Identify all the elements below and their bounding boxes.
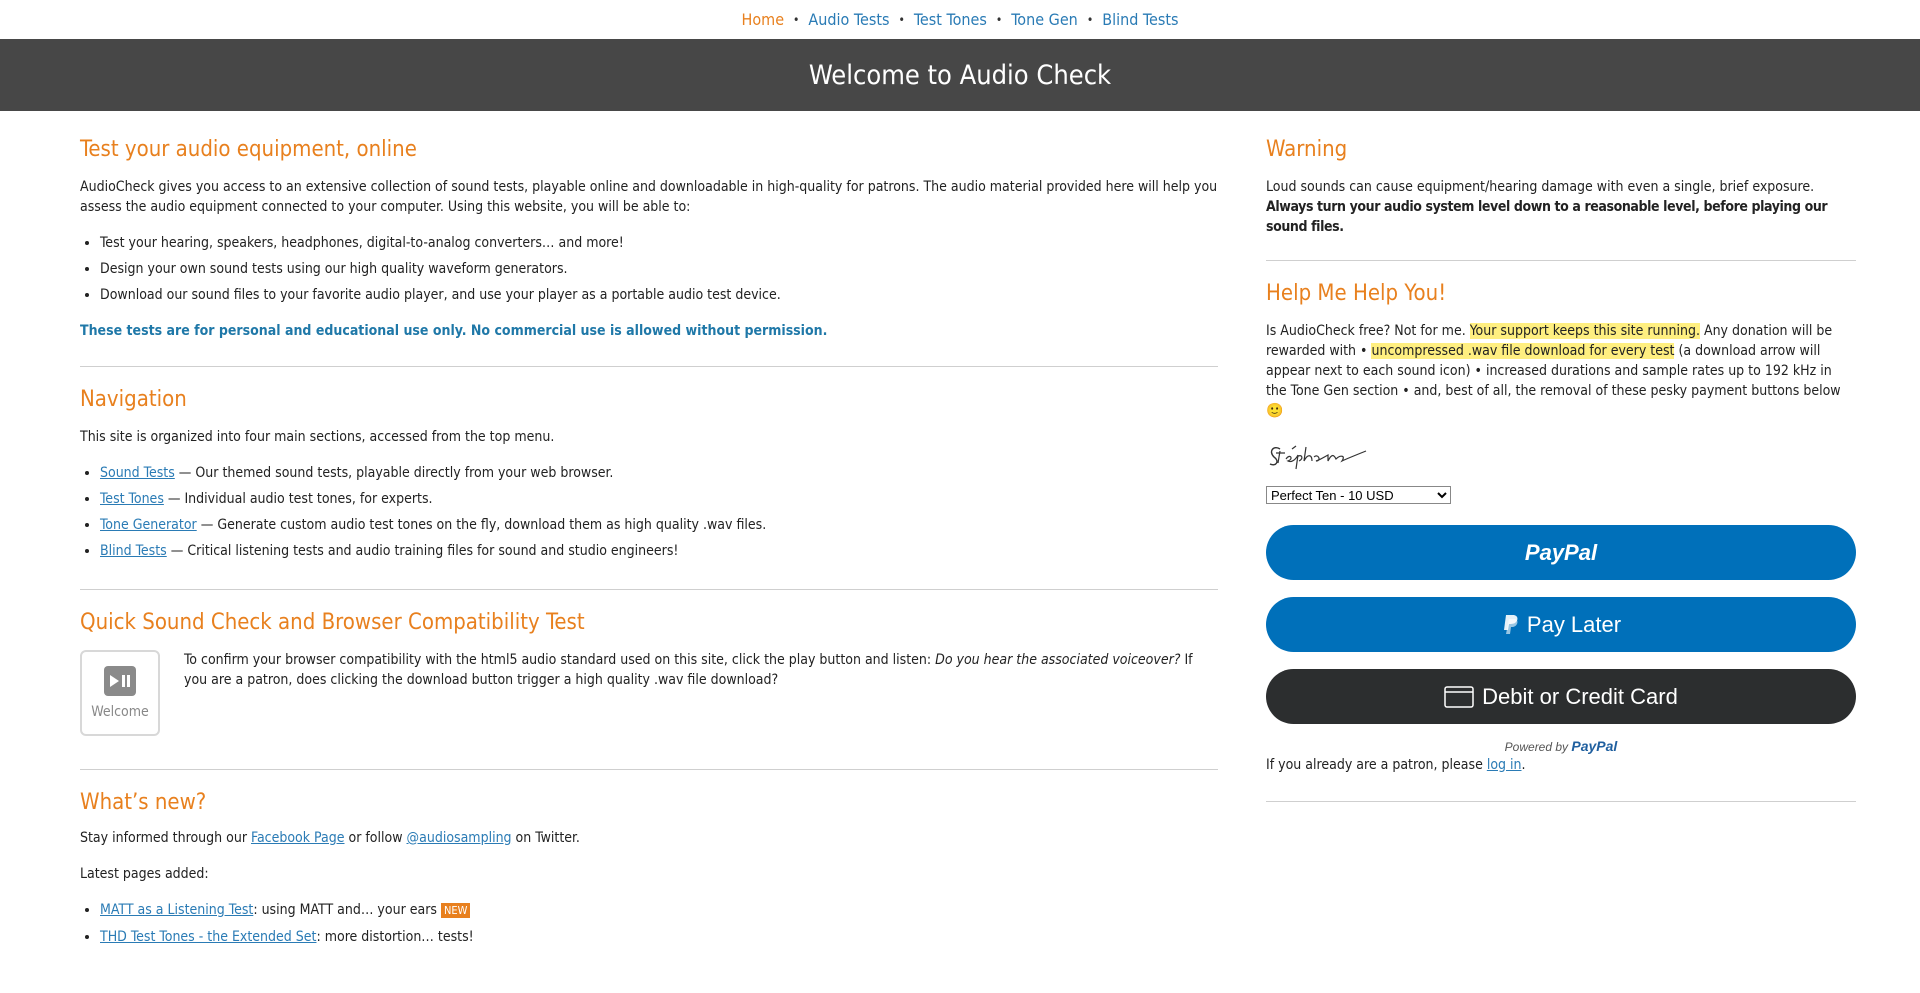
usage-notice: These tests are for personal and educational use only. No commercial use is allowed without permission. — [80, 323, 828, 339]
nav-tone-gen[interactable]: Tone Gen — [1011, 10, 1078, 29]
list-item: • Test your hearing, speakers, headphones, digital-to-analog converters… and more! — [100, 230, 1218, 256]
quick-check-row — [80, 650, 1218, 736]
quick-check-text-end: If you are a patron, does clicking the download button trigger a high quality .wav file download? — [184, 652, 1193, 688]
quick-check-heading: Quick Sound Check and Browser Compatibility Test — [80, 610, 585, 635]
help-text-part: Any donation will be rewarded with • — [1266, 323, 1833, 359]
matt-link[interactable]: MATT as a Listening Test — [100, 902, 254, 918]
content-area — [0, 111, 1920, 950]
help-text-part: (a download arrow will appear next to each sound icon) • increased durations and sample rates up to 192 kHz in the Tone Gen section • and, best of all, the removal of these pesky payment buttons below 🙂 — [1266, 343, 1841, 419]
stay-text: Stay informed through our — [80, 830, 251, 846]
list-item-desc: : more distortion… tests! — [316, 929, 474, 945]
thd-link[interactable]: THD Test Tones - the Extended Set — [100, 929, 317, 945]
stay-text: or follow — [344, 830, 407, 846]
highlighted-text: uncompressed .wav file download for every test — [1371, 343, 1675, 359]
quick-check-section — [80, 590, 1218, 736]
list-item-desc: — Our themed sound tests, playable directly from your web browser. — [174, 465, 614, 481]
list-item-desc: — Critical listening tests and audio training files for sound and studio engineers! — [166, 543, 679, 559]
blind-tests-link[interactable]: Blind Tests — [100, 543, 167, 559]
powered-by-label: Powered by — [1504, 740, 1569, 754]
list-item — [100, 924, 1218, 950]
nav-separator: • — [995, 12, 1003, 27]
list-item-desc: — Generate custom audio test tones on the fly, download them as high quality .wav files. — [196, 517, 767, 533]
list-item-desc: : using MATT and… your ears — [253, 902, 441, 918]
nav-separator: • — [1086, 12, 1094, 27]
warning-text — [1266, 177, 1856, 237]
pay-later-label: Pay Later — [1526, 611, 1622, 637]
intro-list — [80, 230, 1218, 308]
login-link[interactable]: log in — [1486, 757, 1522, 773]
list-item: • Download our sound files to your favorite audio player, and use your player as a portable audio test device. — [100, 282, 1218, 308]
twitter-link[interactable]: @audiosampling — [406, 830, 512, 846]
list-item — [100, 460, 1218, 486]
navigation-section — [80, 367, 1218, 564]
navigation-list — [80, 460, 1218, 564]
nav-test-tones[interactable]: Test Tones — [913, 10, 987, 29]
intro-section — [80, 111, 1218, 341]
sidebar — [1266, 111, 1856, 950]
signature-image — [1266, 437, 1376, 475]
login-text: . — [1521, 757, 1526, 773]
nav-home[interactable]: Home — [741, 10, 785, 29]
divider — [1266, 801, 1856, 802]
highlighted-text: Your support keeps this site running. — [1469, 323, 1700, 339]
pay-later-button[interactable] — [1266, 597, 1856, 652]
donation-amount-select[interactable] — [1266, 486, 1451, 504]
latest-pages-label: Latest pages added: — [80, 866, 209, 882]
facebook-link[interactable]: Facebook Page — [251, 830, 345, 846]
patron-login-text — [1266, 755, 1856, 775]
signature — [1266, 437, 1856, 475]
tone-generator-link[interactable]: Tone Generator — [100, 517, 197, 533]
nav-separator: • — [793, 12, 800, 27]
main-column — [80, 111, 1218, 950]
nav-audio-tests[interactable]: Audio Tests — [808, 10, 890, 29]
quick-check-text — [184, 650, 1218, 736]
list-item — [100, 897, 1218, 924]
warning-heading: Warning — [1266, 137, 1348, 162]
login-text: If you already are a patron, please — [1266, 757, 1487, 773]
page-banner — [0, 39, 1920, 111]
card-label: Debit or Credit Card — [1482, 683, 1678, 709]
paypal-button[interactable] — [1266, 525, 1856, 580]
warning-emphasis: Always turn your audio system level down to a reasonable level, before playing our sound files. — [1266, 199, 1828, 235]
quick-check-question: Do you hear the associated voiceover? — [935, 652, 1181, 668]
signature-text: Stéphane — [1266, 437, 1271, 438]
stay-informed-text — [80, 828, 1218, 848]
powered-by-paypal — [1266, 738, 1856, 754]
debit-credit-card-button[interactable] — [1266, 669, 1856, 724]
test-tones-link[interactable]: Test Tones — [100, 491, 164, 507]
paypal-logo: PayPal — [1524, 539, 1598, 565]
intro-heading: Test your audio equipment, online — [80, 137, 417, 162]
quick-check-text-start: To confirm your browser compatibility with the html5 audio standard used on this site, click the play button and listen: — [184, 652, 936, 668]
whats-new-heading: What’s new? — [80, 790, 207, 815]
nav-blind-tests[interactable]: Blind Tests — [1102, 10, 1179, 29]
page-title: Welcome to Audio Check — [808, 59, 1112, 91]
help-text — [1266, 321, 1856, 421]
intro-paragraph: AudioCheck gives you access to an extensive collection of sound tests, playable online and downloadable in high-quality for patrons. The audio material provided here will help you assess the audio equipment connected to your computer. Using this website, you will be able to: — [80, 179, 1218, 215]
credit-card-icon — [1444, 686, 1474, 708]
nav-separator: • — [898, 12, 905, 27]
player-label: Welcome — [91, 704, 149, 720]
top-nav — [0, 0, 1920, 39]
list-item: • Design your own sound tests using our high quality waveform generators. — [100, 256, 1218, 282]
navigation-paragraph: This site is organized into four main sections, accessed from the top menu. — [80, 429, 555, 445]
help-section — [1266, 261, 1856, 775]
sound-tests-link[interactable]: Sound Tests — [100, 465, 175, 481]
play-pause-icon — [104, 666, 136, 696]
help-heading: Help Me Help You! — [1266, 281, 1447, 306]
warning-section — [1266, 111, 1856, 237]
paypal-p-icon — [1501, 614, 1519, 636]
new-badge: NEW — [441, 903, 470, 918]
list-item — [100, 538, 1218, 564]
warning-body: Loud sounds can cause equipment/hearing damage with even a single, brief exposure. — [1266, 179, 1815, 195]
whats-new-section — [80, 770, 1218, 950]
list-item — [100, 486, 1218, 512]
welcome-audio-player[interactable] — [80, 650, 160, 736]
latest-pages-list — [80, 897, 1218, 950]
help-text-part: Is AudioCheck free? Not for me. — [1266, 323, 1470, 339]
paypal-brand: PayPal — [1571, 738, 1618, 754]
stay-text: on Twitter. — [511, 830, 580, 846]
list-item — [100, 512, 1218, 538]
navigation-heading: Navigation — [80, 387, 187, 412]
list-item-desc: — Individual audio test tones, for experts. — [163, 491, 433, 507]
